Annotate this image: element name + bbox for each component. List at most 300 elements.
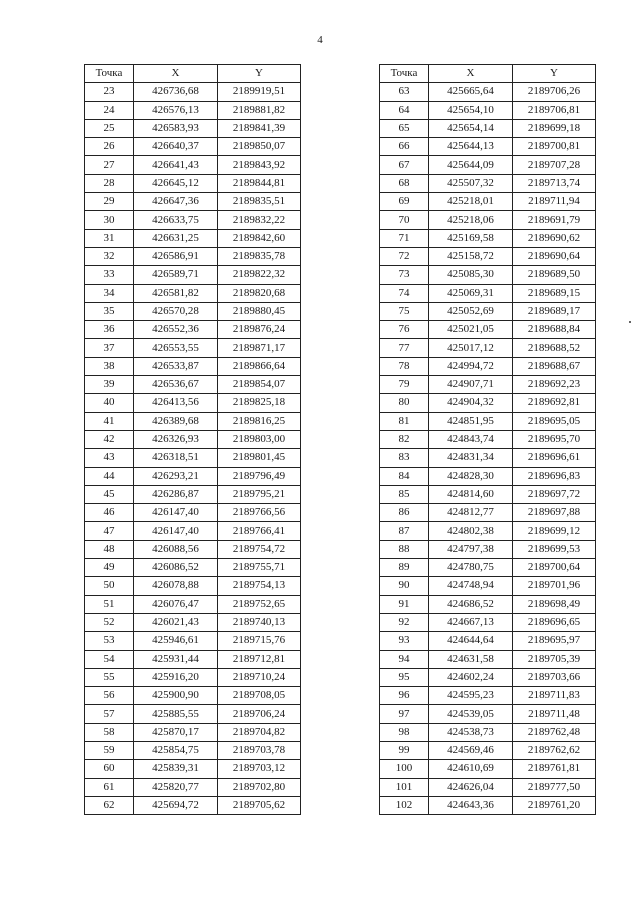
cell-point: 53: [85, 632, 134, 650]
cell-x: 426086,52: [134, 559, 218, 577]
cell-y: 2189711,94: [513, 193, 596, 211]
table-row: [380, 211, 596, 229]
table-row: [85, 741, 301, 759]
cell-x: 426583,93: [134, 119, 218, 137]
cell-x: 424904,32: [429, 394, 513, 412]
cell-point: 31: [85, 229, 134, 247]
cell-point: 87: [380, 522, 429, 540]
table-row: [85, 357, 301, 375]
cell-point: 92: [380, 613, 429, 631]
table-row: [380, 540, 596, 558]
cell-point: 52: [85, 613, 134, 631]
cell-y: 2189777,50: [513, 778, 596, 796]
cell-x: 424831,34: [429, 449, 513, 467]
cell-x: 426326,93: [134, 430, 218, 448]
cell-x: 425507,32: [429, 174, 513, 192]
cell-y: 2189699,12: [513, 522, 596, 540]
table-row: [380, 577, 596, 595]
cell-y: 2189689,17: [513, 302, 596, 320]
cell-x: 426088,56: [134, 540, 218, 558]
cell-y: 2189703,12: [218, 760, 301, 778]
cell-point: 85: [380, 485, 429, 503]
cell-y: 2189696,61: [513, 449, 596, 467]
table-row: [85, 302, 301, 320]
cell-point: 79: [380, 376, 429, 394]
cell-point: 63: [380, 83, 429, 101]
table-row: [380, 193, 596, 211]
cell-point: 44: [85, 467, 134, 485]
cell-y: 2189699,18: [513, 119, 596, 137]
cell-y: 2189697,72: [513, 485, 596, 503]
table-row: [85, 504, 301, 522]
table-header-row: [85, 65, 301, 83]
cell-x: 425931,44: [134, 650, 218, 668]
table-row: [380, 741, 596, 759]
cell-y: 2189796,49: [218, 467, 301, 485]
cell-x: 425052,69: [429, 302, 513, 320]
cell-point: 36: [85, 321, 134, 339]
table-row: [380, 412, 596, 430]
cell-x: 425654,14: [429, 119, 513, 137]
cell-point: 75: [380, 302, 429, 320]
cell-point: 50: [85, 577, 134, 595]
cell-x: 426533,87: [134, 357, 218, 375]
table-row: [85, 577, 301, 595]
cell-point: 74: [380, 284, 429, 302]
cell-x: 424812,77: [429, 504, 513, 522]
cell-point: 81: [380, 412, 429, 430]
cell-y: 2189825,18: [218, 394, 301, 412]
cell-y: 2189854,07: [218, 376, 301, 394]
cell-y: 2189689,15: [513, 284, 596, 302]
column-header-x: X: [429, 65, 513, 83]
cell-x: 424569,46: [429, 741, 513, 759]
cell-y: 2189710,24: [218, 668, 301, 686]
table-row: [85, 723, 301, 741]
table-row: [85, 760, 301, 778]
cell-x: 425218,06: [429, 211, 513, 229]
table-row: [380, 687, 596, 705]
page-number: 4: [317, 34, 323, 46]
cell-x: 426286,87: [134, 485, 218, 503]
cell-x: 425644,09: [429, 156, 513, 174]
table-row: [85, 687, 301, 705]
table-row: [85, 138, 301, 156]
cell-y: 2189761,20: [513, 796, 596, 814]
cell-point: 32: [85, 247, 134, 265]
cell-x: 426736,68: [134, 83, 218, 101]
cell-point: 51: [85, 595, 134, 613]
cell-point: 102: [380, 796, 429, 814]
cell-y: 2189711,48: [513, 705, 596, 723]
cell-x: 424610,69: [429, 760, 513, 778]
cell-y: 2189695,70: [513, 430, 596, 448]
cell-point: 55: [85, 668, 134, 686]
cell-x: 425021,05: [429, 321, 513, 339]
table-row: [85, 449, 301, 467]
cell-y: 2189761,81: [513, 760, 596, 778]
cell-point: 99: [380, 741, 429, 759]
cell-x: 424602,24: [429, 668, 513, 686]
cell-y: 2189690,64: [513, 247, 596, 265]
cell-x: 425085,30: [429, 266, 513, 284]
cell-point: 100: [380, 760, 429, 778]
cell-point: 56: [85, 687, 134, 705]
cell-y: 2189706,81: [513, 101, 596, 119]
table-row: [380, 796, 596, 814]
cell-point: 78: [380, 357, 429, 375]
cell-point: 68: [380, 174, 429, 192]
table-row: [380, 394, 596, 412]
cell-y: 2189795,21: [218, 485, 301, 503]
cell-point: 101: [380, 778, 429, 796]
cell-point: 47: [85, 522, 134, 540]
cell-point: 71: [380, 229, 429, 247]
cell-point: 49: [85, 559, 134, 577]
cell-point: 91: [380, 595, 429, 613]
coordinates-table-left: [84, 64, 301, 815]
cell-y: 2189766,41: [218, 522, 301, 540]
table-row: [380, 778, 596, 796]
table-row: [380, 430, 596, 448]
table-row: [85, 83, 301, 101]
table-row: [85, 632, 301, 650]
cell-y: 2189919,51: [218, 83, 301, 101]
cell-point: 82: [380, 430, 429, 448]
cell-point: 59: [85, 741, 134, 759]
cell-x: 424907,71: [429, 376, 513, 394]
table-row: [380, 595, 596, 613]
cell-x: 424667,13: [429, 613, 513, 631]
table-row: [85, 522, 301, 540]
cell-y: 2189695,97: [513, 632, 596, 650]
cell-x: 426147,40: [134, 504, 218, 522]
table-row: [380, 449, 596, 467]
cell-y: 2189762,62: [513, 741, 596, 759]
cell-x: 424802,38: [429, 522, 513, 540]
cell-x: 425900,90: [134, 687, 218, 705]
cell-x: 424994,72: [429, 357, 513, 375]
table-row: [380, 632, 596, 650]
cell-x: 424643,36: [429, 796, 513, 814]
cell-x: 425169,58: [429, 229, 513, 247]
cell-x: 424595,23: [429, 687, 513, 705]
cell-x: 426553,55: [134, 339, 218, 357]
cell-y: 2189690,62: [513, 229, 596, 247]
cell-point: 30: [85, 211, 134, 229]
cell-x: 424631,58: [429, 650, 513, 668]
cell-point: 57: [85, 705, 134, 723]
cell-y: 2189701,96: [513, 577, 596, 595]
cell-y: 2189871,17: [218, 339, 301, 357]
cell-x: 426536,67: [134, 376, 218, 394]
cell-x: 424797,38: [429, 540, 513, 558]
cell-y: 2189691,79: [513, 211, 596, 229]
cell-x: 424644,64: [429, 632, 513, 650]
column-header-x: X: [134, 65, 218, 83]
table-row: [380, 247, 596, 265]
cell-x: 426570,28: [134, 302, 218, 320]
cell-y: 2189707,28: [513, 156, 596, 174]
table-header-row: [380, 65, 596, 83]
table-row: [85, 101, 301, 119]
cell-x: 426589,71: [134, 266, 218, 284]
cell-point: 67: [380, 156, 429, 174]
cell-y: 2189801,45: [218, 449, 301, 467]
column-header-y: Y: [218, 65, 301, 83]
cell-x: 425839,31: [134, 760, 218, 778]
cell-point: 40: [85, 394, 134, 412]
cell-x: 425870,17: [134, 723, 218, 741]
table-row: [380, 467, 596, 485]
cell-y: 2189843,92: [218, 156, 301, 174]
cell-x: 424686,52: [429, 595, 513, 613]
table-row: [380, 668, 596, 686]
cell-x: 426147,40: [134, 522, 218, 540]
cell-x: 426586,91: [134, 247, 218, 265]
cell-x: 426640,37: [134, 138, 218, 156]
table-row: [380, 485, 596, 503]
cell-point: 80: [380, 394, 429, 412]
cell-y: 2189703,78: [218, 741, 301, 759]
cell-point: 58: [85, 723, 134, 741]
table-row: [85, 211, 301, 229]
cell-y: 2189712,81: [218, 650, 301, 668]
cell-y: 2189816,25: [218, 412, 301, 430]
cell-point: 42: [85, 430, 134, 448]
table-row: [380, 723, 596, 741]
cell-x: 425017,12: [429, 339, 513, 357]
table-row: [85, 485, 301, 503]
cell-x: 426293,21: [134, 467, 218, 485]
cell-x: 426631,25: [134, 229, 218, 247]
cell-y: 2189703,66: [513, 668, 596, 686]
cell-y: 2189754,72: [218, 540, 301, 558]
cell-y: 2189752,65: [218, 595, 301, 613]
cell-y: 2189702,80: [218, 778, 301, 796]
cell-y: 2189688,52: [513, 339, 596, 357]
cell-point: 24: [85, 101, 134, 119]
cell-x: 425946,61: [134, 632, 218, 650]
cell-x: 424814,60: [429, 485, 513, 503]
cell-y: 2189697,88: [513, 504, 596, 522]
table-row: [380, 705, 596, 723]
table-row: [85, 321, 301, 339]
table-row: [380, 229, 596, 247]
table-row: [85, 193, 301, 211]
table-row: [380, 83, 596, 101]
table-row: [380, 504, 596, 522]
cell-point: 61: [85, 778, 134, 796]
cell-point: 23: [85, 83, 134, 101]
cell-x: 425665,64: [429, 83, 513, 101]
table-row: [85, 595, 301, 613]
cell-x: 426647,36: [134, 193, 218, 211]
table-row: [85, 229, 301, 247]
cell-y: 2189841,39: [218, 119, 301, 137]
table-row: [380, 339, 596, 357]
cell-y: 2189706,24: [218, 705, 301, 723]
cell-x: 426633,75: [134, 211, 218, 229]
cell-point: 45: [85, 485, 134, 503]
table-row: [380, 376, 596, 394]
table-row: [85, 613, 301, 631]
table-row: [85, 119, 301, 137]
cell-x: 425158,72: [429, 247, 513, 265]
cell-y: 2189704,82: [218, 723, 301, 741]
cell-y: 2189835,78: [218, 247, 301, 265]
table-row: [85, 284, 301, 302]
cell-y: 2189695,05: [513, 412, 596, 430]
cell-y: 2189803,00: [218, 430, 301, 448]
cell-point: 94: [380, 650, 429, 668]
cell-point: 69: [380, 193, 429, 211]
table-row: [85, 467, 301, 485]
table-row: [380, 284, 596, 302]
cell-y: 2189766,56: [218, 504, 301, 522]
cell-y: 2189699,53: [513, 540, 596, 558]
cell-y: 2189844,81: [218, 174, 301, 192]
cell-point: 95: [380, 668, 429, 686]
cell-point: 89: [380, 559, 429, 577]
cell-point: 97: [380, 705, 429, 723]
cell-point: 65: [380, 119, 429, 137]
column-header-y: Y: [513, 65, 596, 83]
cell-y: 2189692,23: [513, 376, 596, 394]
cell-y: 2189850,07: [218, 138, 301, 156]
table-row: [380, 302, 596, 320]
cell-y: 2189754,13: [218, 577, 301, 595]
cell-x: 424851,95: [429, 412, 513, 430]
table-row: [85, 705, 301, 723]
cell-x: 425218,01: [429, 193, 513, 211]
cell-point: 54: [85, 650, 134, 668]
cell-y: 2189696,83: [513, 467, 596, 485]
table-row: [85, 540, 301, 558]
cell-x: 424748,94: [429, 577, 513, 595]
cell-y: 2189700,81: [513, 138, 596, 156]
cell-point: 77: [380, 339, 429, 357]
cell-y: 2189705,39: [513, 650, 596, 668]
table-row: [380, 138, 596, 156]
table-row: [380, 613, 596, 631]
table-row: [85, 430, 301, 448]
cell-x: 424538,73: [429, 723, 513, 741]
cell-point: 98: [380, 723, 429, 741]
cell-point: 90: [380, 577, 429, 595]
cell-x: 426552,36: [134, 321, 218, 339]
table-row: [380, 266, 596, 284]
cell-point: 26: [85, 138, 134, 156]
cell-x: 426576,13: [134, 101, 218, 119]
cell-x: 425694,72: [134, 796, 218, 814]
table-row: [85, 266, 301, 284]
cell-y: 2189689,50: [513, 266, 596, 284]
cell-y: 2189876,24: [218, 321, 301, 339]
table-row: [380, 119, 596, 137]
cell-x: 424539,05: [429, 705, 513, 723]
cell-x: 426078,88: [134, 577, 218, 595]
cell-y: 2189740,13: [218, 613, 301, 631]
table-row: [85, 778, 301, 796]
cell-x: 426076,47: [134, 595, 218, 613]
cell-x: 426641,43: [134, 156, 218, 174]
table-row: [85, 559, 301, 577]
table-row: [85, 174, 301, 192]
cell-y: 2189692,81: [513, 394, 596, 412]
cell-y: 2189708,05: [218, 687, 301, 705]
cell-y: 2189698,49: [513, 595, 596, 613]
cell-point: 46: [85, 504, 134, 522]
cell-x: 425885,55: [134, 705, 218, 723]
cell-y: 2189762,48: [513, 723, 596, 741]
cell-point: 41: [85, 412, 134, 430]
cell-y: 2189711,83: [513, 687, 596, 705]
table-row: [380, 522, 596, 540]
cell-point: 34: [85, 284, 134, 302]
cell-point: 76: [380, 321, 429, 339]
cell-x: 425820,77: [134, 778, 218, 796]
cell-point: 84: [380, 467, 429, 485]
cell-y: 2189688,84: [513, 321, 596, 339]
cell-y: 2189835,51: [218, 193, 301, 211]
table-row: [85, 247, 301, 265]
cell-point: 29: [85, 193, 134, 211]
cell-y: 2189880,45: [218, 302, 301, 320]
cell-y: 2189706,26: [513, 83, 596, 101]
cell-point: 66: [380, 138, 429, 156]
cell-point: 27: [85, 156, 134, 174]
table-row: [85, 668, 301, 686]
table-row: [380, 760, 596, 778]
cell-x: 426581,82: [134, 284, 218, 302]
cell-x: 424828,30: [429, 467, 513, 485]
table-row: [380, 357, 596, 375]
cell-x: 426413,56: [134, 394, 218, 412]
cell-x: 424626,04: [429, 778, 513, 796]
cell-point: 62: [85, 796, 134, 814]
cell-y: 2189696,65: [513, 613, 596, 631]
cell-point: 72: [380, 247, 429, 265]
cell-y: 2189715,76: [218, 632, 301, 650]
cell-point: 48: [85, 540, 134, 558]
column-header-point: Точка: [85, 65, 134, 83]
table-row: [85, 412, 301, 430]
cell-x: 425854,75: [134, 741, 218, 759]
cell-point: 39: [85, 376, 134, 394]
table-row: [85, 650, 301, 668]
cell-y: 2189700,64: [513, 559, 596, 577]
table-row: [85, 796, 301, 814]
table-row: [85, 394, 301, 412]
cell-x: 426645,12: [134, 174, 218, 192]
table-row: [380, 101, 596, 119]
table-row: [85, 376, 301, 394]
cell-point: 35: [85, 302, 134, 320]
cell-x: 425916,20: [134, 668, 218, 686]
table-row: [380, 174, 596, 192]
cell-point: 33: [85, 266, 134, 284]
table-row: [380, 559, 596, 577]
cell-y: 2189713,74: [513, 174, 596, 192]
cell-point: 70: [380, 211, 429, 229]
cell-point: 73: [380, 266, 429, 284]
cell-x: 425654,10: [429, 101, 513, 119]
cell-y: 2189842,60: [218, 229, 301, 247]
column-header-point: Точка: [380, 65, 429, 83]
table-row: [380, 321, 596, 339]
cell-point: 60: [85, 760, 134, 778]
